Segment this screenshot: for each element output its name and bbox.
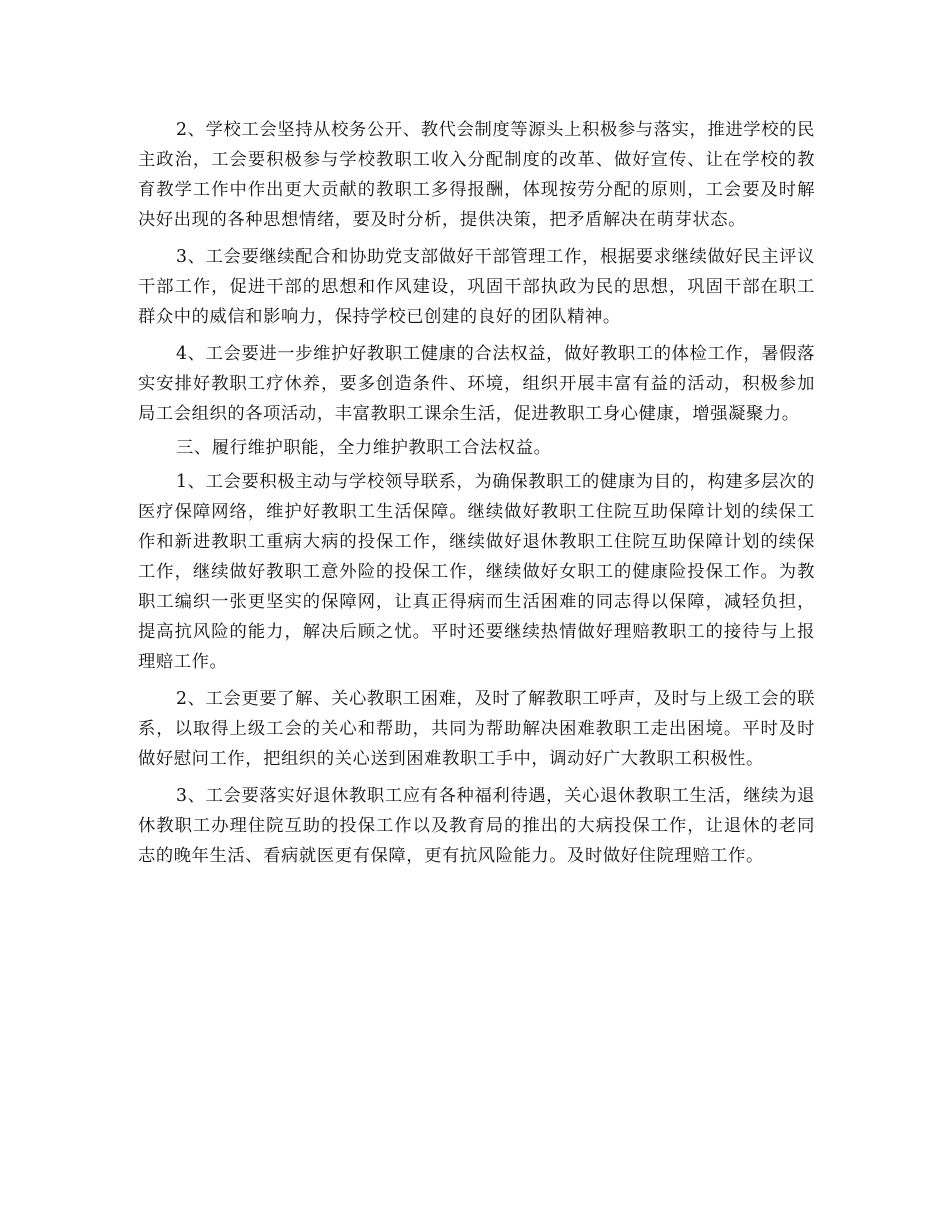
paragraph-staff-difficulties: 2、工会更要了解、关心教职工困难，及时了解教职工呼声，及时与上级工会的联系，以取得上级工会的关心和帮助，共同为帮助解决困难教职工走出困境。平时及时做好慰问工作，把组织的关心送到困难教职工手中，调动好广大教职工积极性。 [138, 689, 815, 769]
paragraph-retired-staff: 3、工会要落实好退休教职工应有各种福利待遇，关心退休教职工生活，继续为退休教职工办理住院互助的投保工作以及教育局的推出的大病投保工作，让退休的老同志的晚年生活、看病就医更有保障，更有抗风险能力。及时做好住院理赔工作。 [138, 786, 815, 866]
section-heading-protect-rights: 三、履行维护职能，全力维护教职工合法权益。 [176, 438, 552, 458]
paragraph-medical-security: 1、工会要积极主动与学校领导联系，为确保教职工的健康为目的，构建多层次的医疗保障网络，维护好教职工生活保障。继续做好教职工住院互助保障计划的续保工作和新进教职工重病大病的投保工作，继续做好退休教职工住院互助保障计划的续保工作，继续做好教职工意外险的投保工作，继续做好女职工的健康险投保工作。为教职工编织一张更坚实的保障网，让真正得病而生活困难的同志得以保障，减轻负担，提高抗风险的能力，解决后顾之忧。平时还要继续热情做好理赔教职工的接待与上报理赔工作。 [138, 472, 815, 672]
paragraph-union-democracy: 2、学校工会坚持从校务公开、教代会制度等源头上积极参与落实，推进学校的民主政治，工会要积极参与学校教职工收入分配制度的改革、做好宣传、让在学校的教育教学工作中作出更大贡献的教职工多得报酬，体现按劳分配的原则，工会要及时解决好出现的各种思想情绪，要及时分析，提供决策，把矛盾解决在萌芽状态。 [138, 120, 815, 230]
document-body [138, 115, 815, 878]
paragraph-staff-health: 4、工会要进一步维护好教职工健康的合法权益，做好教职工的体检工作，暑假落实安排好教职工疗休养，要多创造条件、环境，组织开展丰富有益的活动，积极参加局工会组织的各项活动，丰富教职工课余生活，促进教职工身心健康，增强凝聚力。 [138, 344, 815, 424]
paragraph-cadre-management: 3、工会要继续配合和协助党支部做好干部管理工作，根据要求继续做好民主评议干部工作，促进干部的思想和作风建设，巩固干部执政为民的思想，巩固干部在职工群众中的威信和影响力，保持学校已创建的良好的团队精神。 [138, 247, 815, 327]
